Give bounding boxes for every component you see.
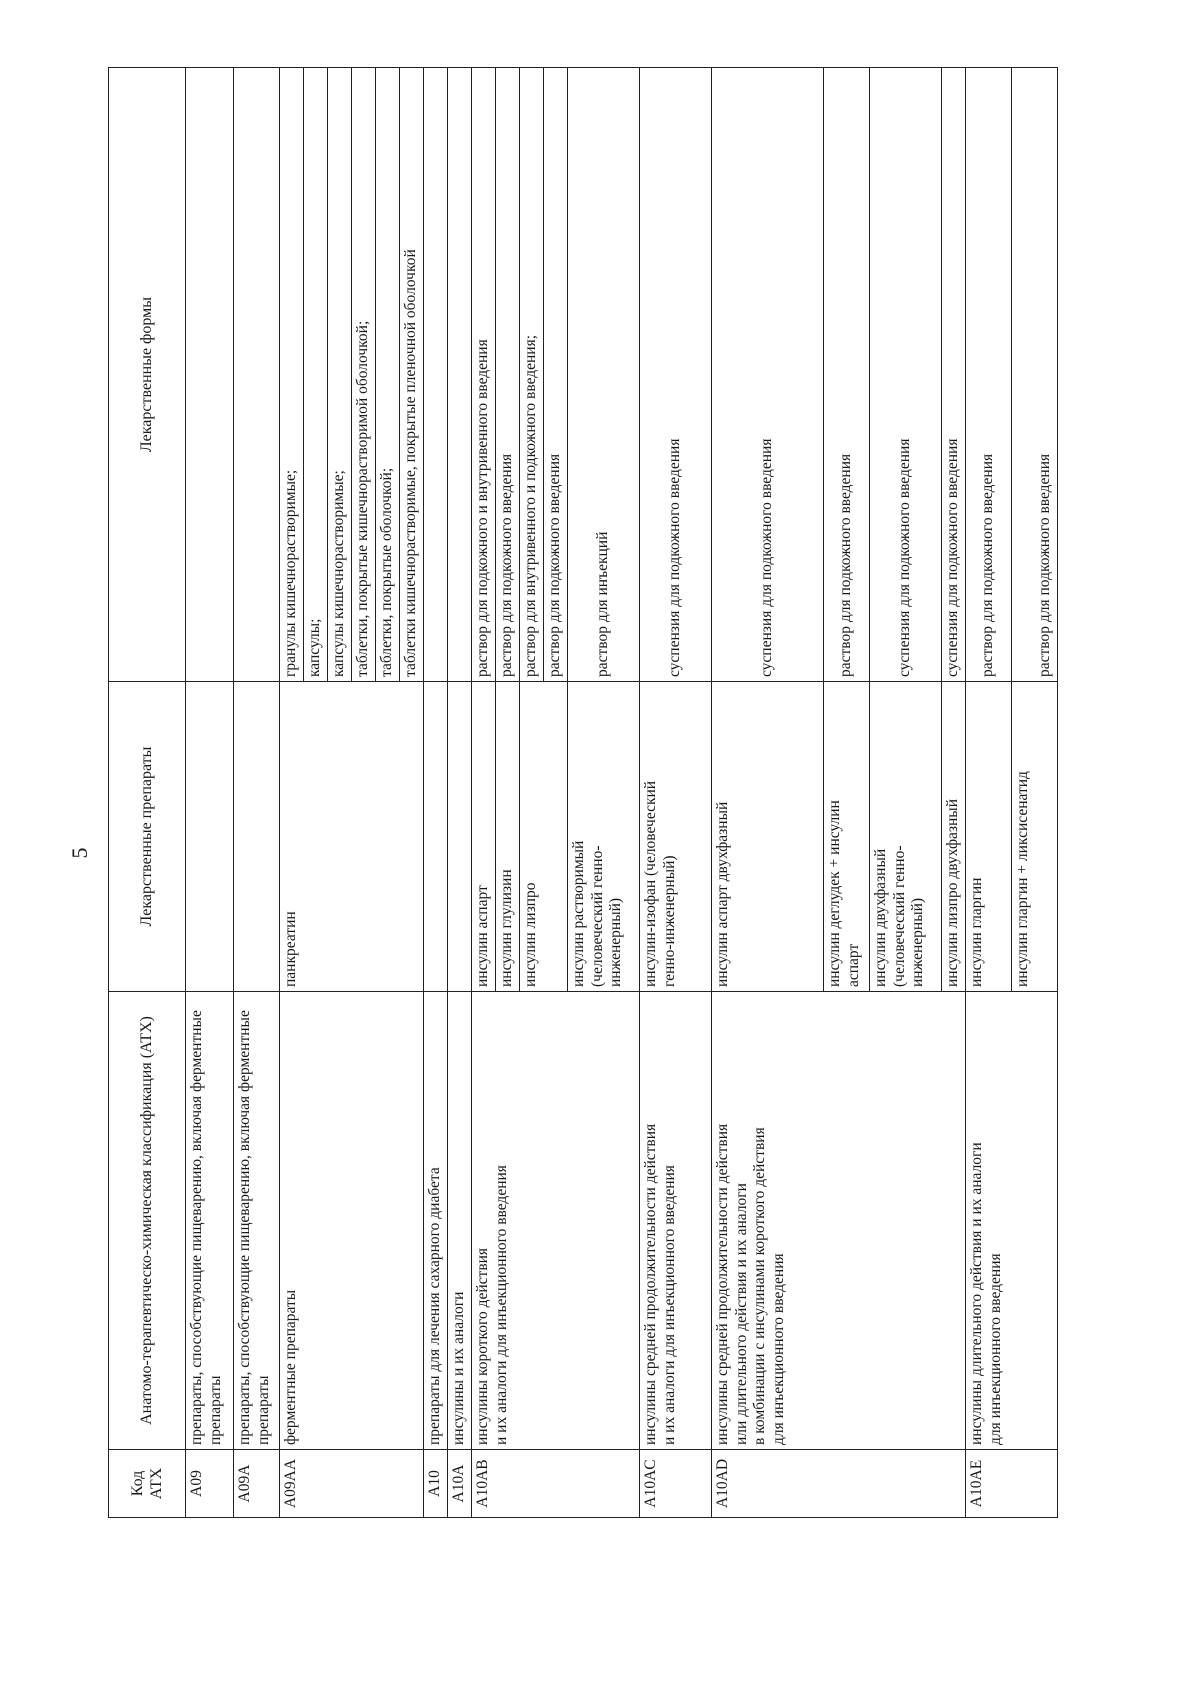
atc-table <box>108 67 1058 1518</box>
drug-form: раствор для подкожного введения <box>496 68 520 682</box>
atc-description: инсулины средней продолжительности действия и их аналоги для инъекционного введения <box>640 992 712 1450</box>
drug-name: инсулин аспарт <box>472 682 496 992</box>
drug-form <box>186 68 234 682</box>
drug-form: таблетки, покрытые оболочкой; <box>376 68 400 682</box>
header-atc: Анатомо-терапевтическо-химическая классификация (АТХ) <box>109 992 186 1450</box>
table-row <box>448 68 472 1518</box>
header-forms: Лекарственные формы <box>109 68 186 682</box>
drug-form: таблетки кишечнорастворимые, покрытые пленочной оболочкой <box>400 68 424 682</box>
table-row <box>234 68 280 1518</box>
drug-form: раствор для подкожного введения <box>1012 68 1058 682</box>
atc-description: инсулины короткого действия и их аналоги для инъекционного введения <box>472 992 640 1450</box>
drug-form: капсулы; <box>304 68 328 682</box>
drug-name: инсулин аспарт двухфазный <box>712 682 824 992</box>
page-number: 5 <box>67 847 92 859</box>
table-row <box>966 68 1012 1518</box>
atc-description: ферментные препараты <box>280 992 424 1450</box>
atc-code: A10A <box>448 1450 472 1518</box>
drug-form <box>424 68 448 682</box>
drug-form <box>234 68 280 682</box>
table-row <box>640 68 712 1518</box>
drug-name <box>424 682 448 992</box>
atc-code: A10AB <box>472 1450 640 1518</box>
atc-code: A09 <box>186 1450 234 1518</box>
drug-form: суспензия для подкожного введения <box>712 68 824 682</box>
atc-code: A10AD <box>712 1450 966 1518</box>
table-row <box>424 68 448 1518</box>
atc-code: A10 <box>424 1450 448 1518</box>
drug-form: раствор для подкожного введения <box>966 68 1012 682</box>
drug-form: гранулы кишечнорастворимые; <box>280 68 304 682</box>
atc-description: инсулины и их аналоги <box>448 992 472 1450</box>
header-drugs: Лекарственные препараты <box>109 682 186 992</box>
atc-description: препараты для лечения сахарного диабета <box>424 992 448 1450</box>
table-row <box>280 68 304 1518</box>
atc-code: A09AA <box>280 1450 424 1518</box>
drug-name: инсулин двухфазный (человеческий генно- инженерный) <box>870 682 942 992</box>
table-header-row <box>109 68 186 1518</box>
drug-form: таблетки, покрытые кишечнорастворимой оболочкой; <box>352 68 376 682</box>
table-row <box>712 68 824 1518</box>
drug-form: раствор для подкожного введения <box>544 68 568 682</box>
table-row <box>186 68 234 1518</box>
drug-form: раствор для подкожного и внутривенного введения <box>472 68 496 682</box>
drug-name <box>448 682 472 992</box>
drug-form <box>448 68 472 682</box>
atc-code: A09A <box>234 1450 280 1518</box>
drug-name: инсулин гларгин + ликсисенатид <box>1012 682 1058 992</box>
drug-name: инсулин деглудек + инсулин аспарт <box>824 682 870 992</box>
drug-form: суспензия для подкожного введения <box>870 68 942 682</box>
drug-name: панкреатин <box>280 682 424 992</box>
table-row <box>472 68 496 1518</box>
header-code: Код АТХ <box>109 1450 186 1518</box>
drug-form: раствор для подкожного введения <box>824 68 870 682</box>
drug-name <box>186 682 234 992</box>
atc-code: A10AE <box>966 1450 1058 1518</box>
atc-description: инсулины длительного действия и их аналоги для инъекционного введения <box>966 992 1058 1450</box>
drug-form: капсулы кишечнорастворимые; <box>328 68 352 682</box>
rotated-table-container <box>108 68 1113 1518</box>
drug-name: инсулин-изофан (человеческий генно-инженерный) <box>640 682 712 992</box>
atc-description: препараты, способствующие пищеварению, включая ферментные препараты <box>234 992 280 1450</box>
drug-name <box>234 682 280 992</box>
drug-form: суспензия для подкожного введения <box>640 68 712 682</box>
drug-name: инсулин лизпро двухфазный <box>942 682 966 992</box>
drug-name: инсулин растворимый (человеческий генно- инженерный) <box>568 682 640 992</box>
atc-code: A10AC <box>640 1450 712 1518</box>
drug-form: раствор для инъекций <box>568 68 640 682</box>
drug-name: инсулин глулизин <box>496 682 520 992</box>
atc-description: препараты, способствующие пищеварению, включая ферментные препараты <box>186 992 234 1450</box>
drug-name: инсулин гларгин <box>966 682 1012 992</box>
drug-name: инсулин лизпро <box>520 682 568 992</box>
drug-form: раствор для внутривенного и подкожного введения; <box>520 68 544 682</box>
drug-form: суспензия для подкожного введения <box>942 68 966 682</box>
atc-description: инсулины средней продолжительности действия или длительного действия и их аналоги в комбинации с инсулинами короткого действия для инъекционного введения <box>712 992 966 1450</box>
